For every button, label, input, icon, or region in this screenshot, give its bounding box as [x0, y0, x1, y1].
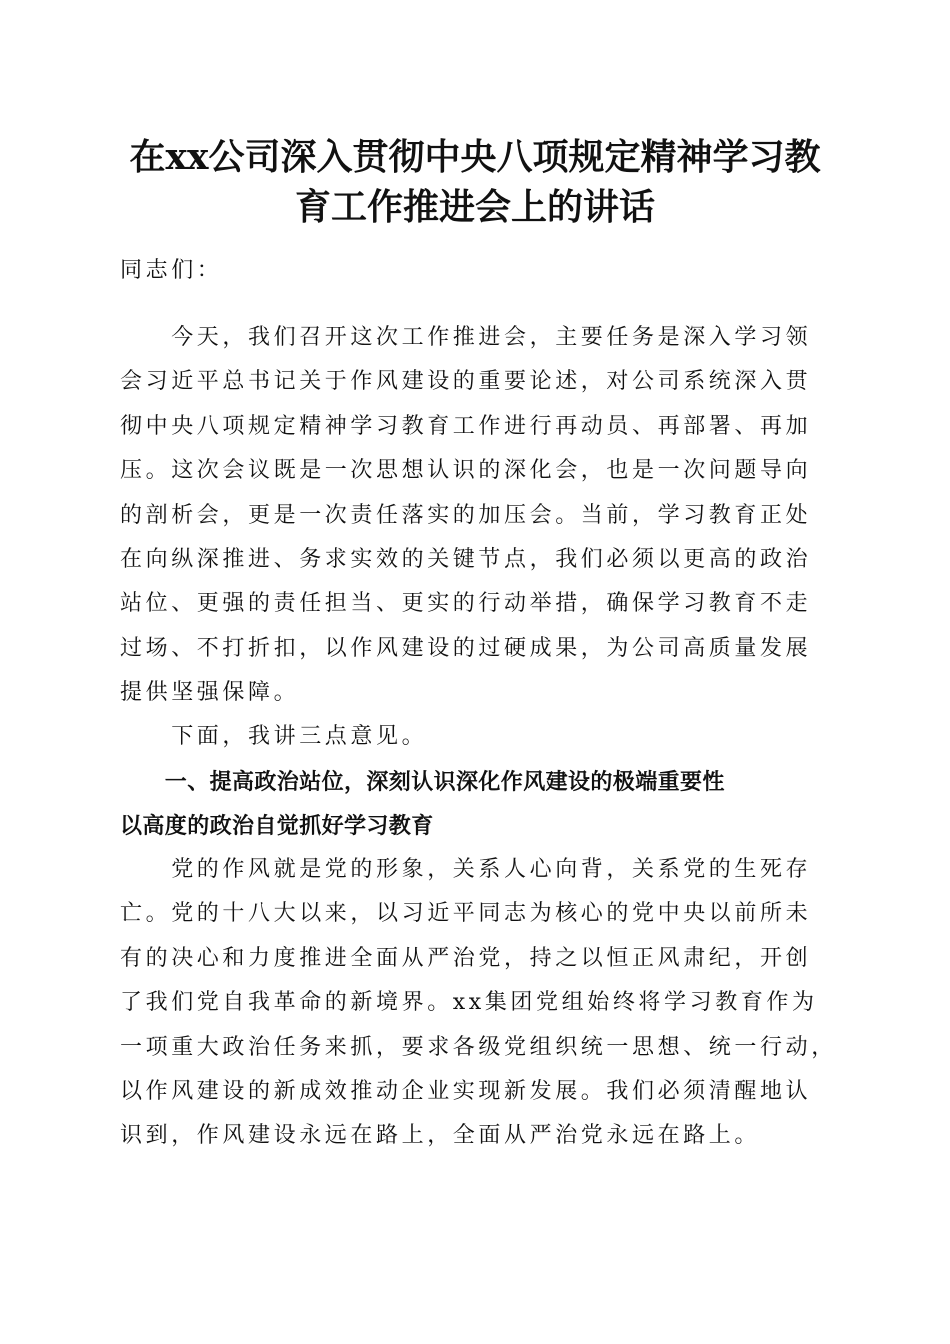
text-line: 下面，我讲三点意见。	[120, 724, 428, 749]
text-line: 提供坚强保障。	[120, 680, 300, 706]
text-line: 党的作风就是党的形象，关系人心向背，关系党的生死存	[120, 857, 812, 882]
text-line: 过场、不打折扣，以作风建设的过硬成果，为公司高质量发展	[120, 635, 812, 661]
text-line: 识到，作风建设永远在路上，全面从严治党永远在路上。	[120, 1123, 761, 1149]
document-title	[110, 132, 840, 232]
salutation-text: 同志们：	[120, 258, 223, 283]
text-line: 以作风建设的新成效推动企业实现新发展。我们必须清醒地认	[120, 1079, 812, 1105]
paragraph-transition	[120, 715, 840, 759]
title-line: 在xx公司深入贯彻中央八项规定精神学习教	[129, 136, 821, 178]
text-line: 站位、更强的责任担当、更实的行动举措，确保学习教育不走	[120, 591, 812, 617]
heading-line: 一、提高政治站位，深刻认识深化作风建设的极端重要性	[120, 769, 725, 795]
text-line: 今天，我们召开这次工作推进会，主要任务是深入学习领	[120, 325, 812, 350]
text-line: 一项重大政治任务来抓，要求各级党组织统一思想、统一行动，	[120, 1034, 837, 1060]
text-line: 会习近平总书记关于作风建设的重要论述，对公司系统深入贯	[120, 369, 812, 395]
title-line: 育工作推进会上的讲话	[294, 186, 655, 228]
text-line: 在向纵深推进、务求实效的关键节点，我们必须以更高的政治	[120, 547, 812, 573]
text-line: 有的决心和力度推进全面从严治党，持之以恒正风肃纪，开创	[120, 945, 812, 971]
heading-line: 以高度的政治自觉抓好学习教育	[120, 813, 434, 840]
section-heading-1	[120, 760, 840, 849]
paragraph-section-1	[120, 848, 840, 1159]
text-line: 压。这次会议既是一次思想认识的深化会，也是一次问题导向	[120, 458, 812, 484]
text-line: 亡。党的十八大以来，以习近平同志为核心的党中央以前所未	[120, 901, 812, 927]
text-line: 彻中央八项规定精神学习教育工作进行再动员、再部署、再加	[120, 413, 812, 439]
text-line: 的剖析会，更是一次责任落实的加压会。当前，学习教育正处	[120, 502, 812, 528]
paragraph-intro	[120, 316, 840, 716]
text-line: 了我们党自我革命的新境界。xx集团党组始终将学习教育作为	[120, 990, 818, 1016]
salutation	[120, 249, 840, 293]
